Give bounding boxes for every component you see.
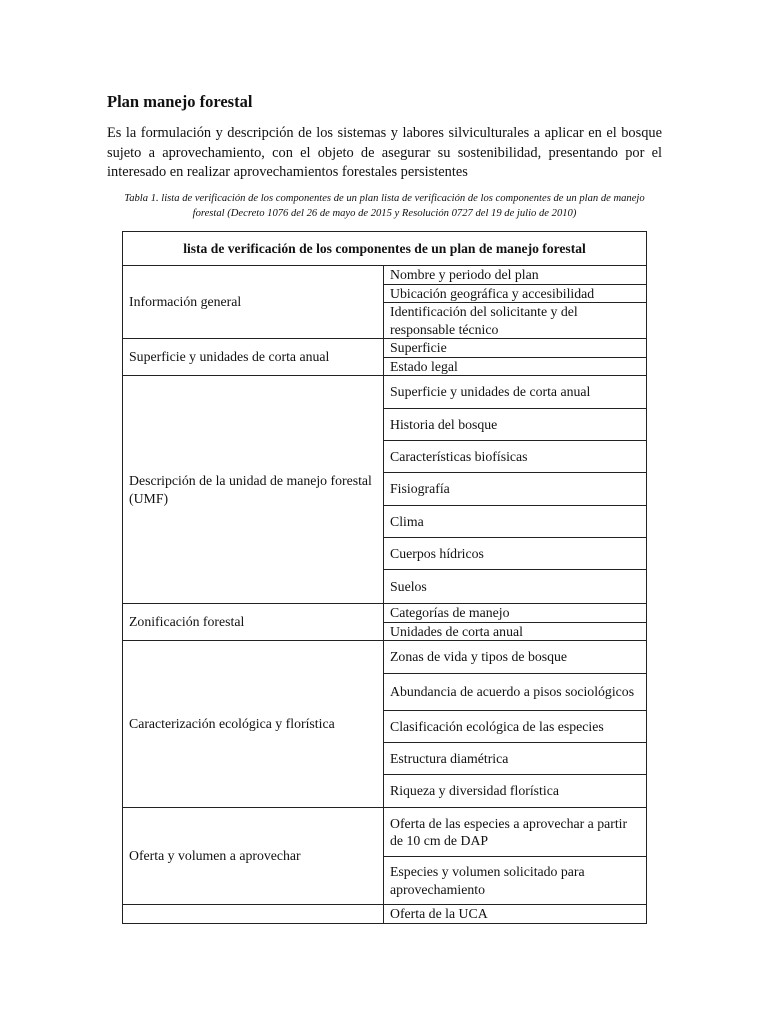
- checklist-table: [122, 231, 647, 924]
- item-cell: Ubicación geográfica y accesibilidad: [384, 284, 647, 303]
- item-cell: Oferta de las especies a aprovechar a partir de 10 cm de DAP: [384, 808, 647, 857]
- item-cell: Riqueza y diversidad florística: [384, 775, 647, 808]
- item-cell: Clima: [384, 506, 647, 538]
- item-cell: Especies y volumen solicitado para aprovechamiento: [384, 857, 647, 905]
- item-cell: Identificación del solicitante y del responsable técnico: [384, 303, 647, 339]
- item-cell: Unidades de corta anual: [384, 622, 647, 641]
- table-row: [123, 808, 647, 857]
- table-body: [123, 266, 647, 924]
- item-cell: Estado legal: [384, 357, 647, 376]
- item-cell: Características biofísicas: [384, 441, 647, 473]
- category-cell: Descripción de la unidad de manejo forestal (UMF): [123, 376, 384, 604]
- category-cell: [123, 905, 384, 924]
- table-row: [123, 604, 647, 623]
- item-cell: Nombre y periodo del plan: [384, 266, 647, 285]
- item-cell: Fisiografía: [384, 473, 647, 506]
- table-row: [123, 905, 647, 924]
- table-caption: Tabla 1. lista de verificación de los componentes de un plan lista de verificación de los componentes de un plan de manejo forestal (Decreto 1076 del 26 de mayo de 2015 y Resolución 0727 del 19 de julio de 2010): [124, 193, 645, 219]
- item-cell: Historia del bosque: [384, 409, 647, 441]
- document-title: Plan manejo forestal: [107, 92, 253, 111]
- table-row: [123, 339, 647, 358]
- item-cell: Abundancia de acuerdo a pisos sociológicos: [384, 674, 647, 711]
- item-cell: Superficie: [384, 339, 647, 358]
- category-cell: Superficie y unidades de corta anual: [123, 339, 384, 376]
- category-cell: Información general: [123, 266, 384, 339]
- item-cell: Categorías de manejo: [384, 604, 647, 623]
- category-cell: Oferta y volumen a aprovechar: [123, 808, 384, 905]
- table-row: [123, 641, 647, 674]
- intro-paragraph: Es la formulación y descripción de los sistemas y labores silviculturales a aplicar en el bosque sujeto a aprovechamiento, con el objeto de asegurar su sostenibilidad, presentando por el interesado en realizar aprovechamientos forestales persistentes: [107, 125, 662, 180]
- category-cell: Zonificación forestal: [123, 604, 384, 641]
- item-cell: Zonas de vida y tipos de bosque: [384, 641, 647, 674]
- item-cell: Oferta de la UCA: [384, 905, 647, 924]
- item-cell: Cuerpos hídricos: [384, 538, 647, 570]
- category-cell: Caracterización ecológica y florística: [123, 641, 384, 808]
- table-header: lista de verificación de los componentes de un plan de manejo forestal: [123, 232, 647, 266]
- table-row: [123, 376, 647, 409]
- item-cell: Suelos: [384, 570, 647, 604]
- table-header-row: [123, 232, 647, 266]
- item-cell: Superficie y unidades de corta anual: [384, 376, 647, 409]
- item-cell: Clasificación ecológica de las especies: [384, 711, 647, 743]
- table-row: [123, 266, 647, 285]
- item-cell: Estructura diamétrica: [384, 743, 647, 775]
